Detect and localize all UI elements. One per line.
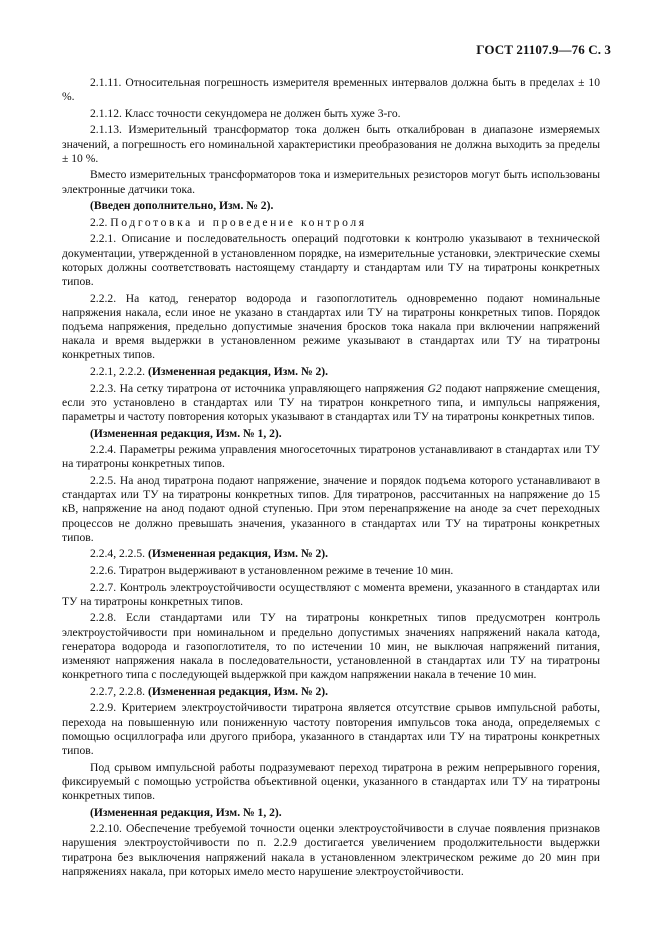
paragraph-2-2-9: 2.2.9. Критерием электроустойчивости тиратрона является отсутствие срывов импульсной работы, перехода на повышенную или пониженную частоту повторения импульсов тока анода, определяемых с помощью осциллографа или другого прибора, указанного в стандартах или ТУ на тиратроны конкретных типов. <box>62 701 600 757</box>
amendment-refs: 2.2.7, 2.2.8. <box>90 684 148 698</box>
paragraph-2-2-10: 2.2.10. Обеспечение требуемой точности оценки электроустойчивости в случае появления признаков нарушения электроустойчивости по п. 2.2.9 достигается увеличением продолжительности выдержки тиратрона без выключения напряжений накала в установленном электрическом режиме до 20 мин при напряжениях накала, при которых имело место нарушение электроустойчивости. <box>62 822 600 878</box>
section-heading-2-2 <box>62 216 600 230</box>
paragraph-2-2-7: 2.2.7. Контроль электроустойчивости осуществляют с момента времени, указанного в стандартах или ТУ на тиратроны конкретных типов. <box>62 580 600 608</box>
paragraph-current-sensors: Вместо измерительных трансформаторов тока и измерительных резисторов могут быть использованы электронные датчики тока. <box>62 168 600 196</box>
grid-voltage-symbol: G2 <box>427 381 442 395</box>
page-header: ГОСТ 21107.9—76 С. 3 <box>476 42 611 57</box>
paragraph-2-1-11: 2.1.11. Относительная погрешность измерителя временных интервалов должна быть в пределах ± 10 %. <box>62 76 600 104</box>
paragraph-2-2-5: 2.2.5. На анод тиратрона подают напряжение, значение и порядок подъема которого устанавливают в стандартах или ТУ на тиратроны конкретных типов. Для тиратронов, рассчитанных на напряжение до 15 кВ, напряжение на анод подают одной ступенью. При этом перенапряжение на аноде за счет переходных процессов не должно превышать значения, указанного в стандартах или ТУ на тиратроны конкретных типов. <box>62 473 600 544</box>
paragraph-2-1-13: 2.1.13. Измерительный трансформатор тока должен быть откалиброван в диапазоне измеряемых значений, а погрешность его номинальной характеристики преобразования не должна выходить за пределы ± 10 %. <box>62 123 600 165</box>
amendment-line <box>62 685 600 699</box>
amendment-note: (Измененная редакция, Изм. № 1, 2). <box>90 426 282 440</box>
amendment-note: (Измененная редакция, Изм. № 2). <box>147 547 329 561</box>
paragraph-2-2-8: 2.2.8. Если стандартами или ТУ на тиратроны конкретных типов предусмотрен контроль электроустойчивости при номинальном и предельно допустимых значениях напряжений накала катода, генератора водорода и газопоглотителя, то по истечении 10 мин, не выключая напряжений питания, изменяют напряжения накала в последовательности, установленной в стандартах или ТУ на тиратроны конкретного типа с последующей выдержкой при каждом напряжении накала в течение 10 мин. <box>62 611 600 682</box>
amendment-note: (Измененная редакция, Изм. № 1, 2). <box>90 805 282 819</box>
paragraph-2-1-12: 2.1.12. Класс точности секундомера не должен быть хуже 3-го. <box>90 106 401 120</box>
amendment-note: (Измененная редакция, Изм. № 2). <box>147 364 329 378</box>
paragraph-2-2-4: 2.2.4. Параметры режима управления многосеточных тиратронов устанавливают в стандартах или ТУ на тиратроны конкретных типов. <box>62 443 600 471</box>
paragraph-text: подают напряжение смещения, если это установлено в стандартах или ТУ на тиратрон конкретного типа, и импульсы напряжения, параметры и частоту повторения которых указывают в стандартах или ТУ на тиратроны конкретных типов. <box>62 381 600 423</box>
section-title: Подготовка и проведение контроля <box>110 215 367 229</box>
amendment-note: (Измененная редакция, Изм. № 2). <box>147 684 329 698</box>
amendment-refs: 2.2.4, 2.2.5. <box>90 547 148 561</box>
amendment-line <box>62 365 600 379</box>
amendment-refs: 2.2.1, 2.2.2. <box>90 364 148 378</box>
section-number: 2.2. <box>90 215 111 229</box>
document-body <box>62 76 600 881</box>
paragraph-pulse-failure: Под срывом импульсной работы подразумевают переход тиратрона в режим непрерывного горения, фиксируемый с помощью устройства объективной оценки, указанного в стандартах или ТУ на тиратроны конкретных типов. <box>62 760 600 802</box>
paragraph-2-2-1: 2.2.1. Описание и последовательность операций подготовки к контролю указывают в технической документации, утвержденной в установленном порядке, на измерительные установки, электрические схемы которых должны соответствовать настоящему стандарту и стандартам или ТУ на тиратроны конкретных типов. <box>62 232 600 288</box>
paragraph-2-2-3 <box>62 382 600 425</box>
paragraph-2-2-6: 2.2.6. Тиратрон выдерживают в установленном режиме в течение 10 мин. <box>90 563 454 577</box>
amendment-line <box>62 547 600 561</box>
paragraph-2-2-2: 2.2.2. На катод, генератор водорода и газопоглотитель одновременно подают номинальные напряжения накала, если иное не указано в стандартах или ТУ на тиратроны конкретных типов. Порядок подъема напряжения, предельно допустимые значения бросков тока накала при включении напряжений накала и время выдержки в установленном режиме указывают в стандартах или ТУ на тиратроны конкретных типов. <box>62 291 600 362</box>
amendment-note: (Введен дополнительно, Изм. № 2). <box>90 199 274 213</box>
paragraph-text: 2.2.3. На сетку тиратрона от источника управляющего напряжения <box>90 381 428 395</box>
